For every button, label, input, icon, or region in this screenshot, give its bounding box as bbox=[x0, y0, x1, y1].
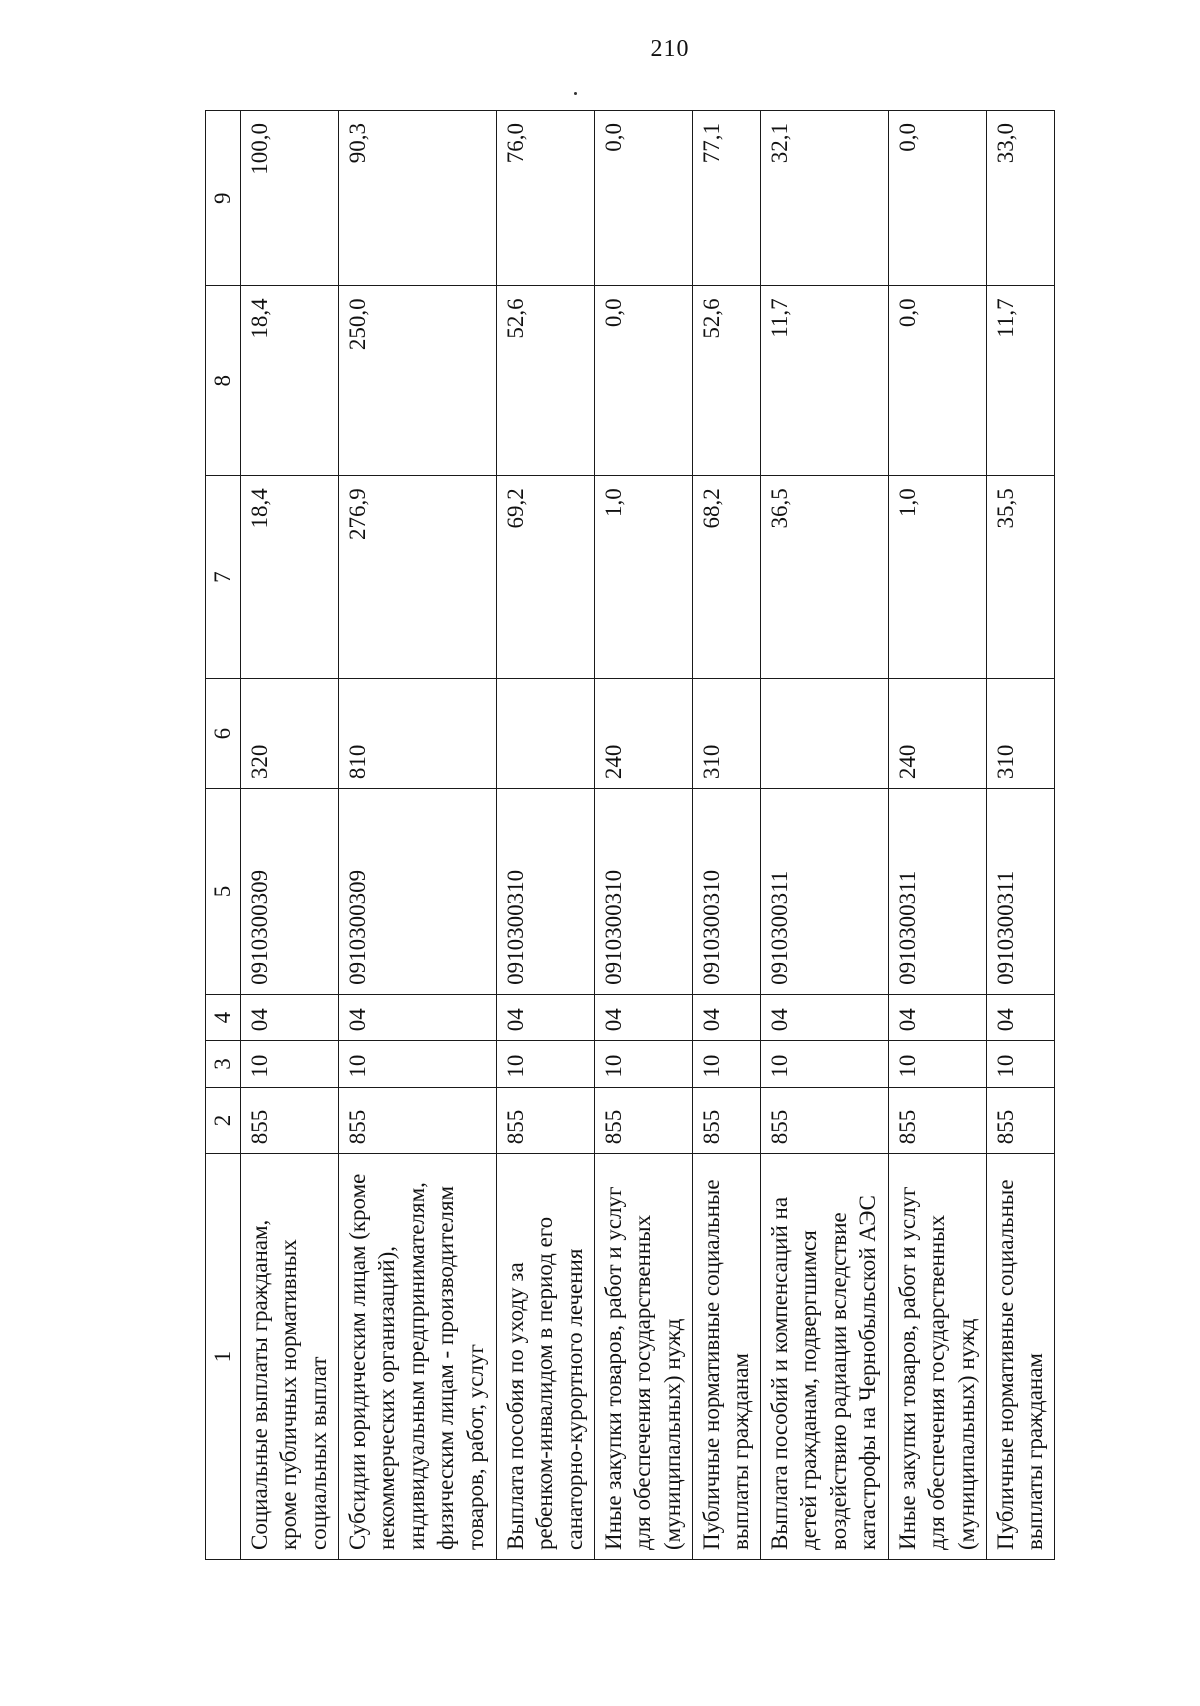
table-row bbox=[692, 111, 760, 1560]
cell-col7: 18,4 bbox=[241, 476, 339, 679]
row-name-cell: Социальные выплаты гражданам, кроме публичных нормативных социальных выплат bbox=[241, 1154, 339, 1560]
column-number: 5 bbox=[206, 789, 241, 995]
cell-col7: 1,0 bbox=[888, 476, 986, 679]
column-number: 3 bbox=[206, 1041, 241, 1087]
cell-col4: 04 bbox=[594, 994, 692, 1040]
cell-col6: 320 bbox=[241, 679, 339, 789]
cell-col5: 0910300311 bbox=[888, 789, 986, 995]
cell-col5: 0910300310 bbox=[594, 789, 692, 995]
column-number-row bbox=[206, 111, 241, 1560]
cell-col4: 04 bbox=[692, 994, 760, 1040]
cell-col7: 68,2 bbox=[692, 476, 760, 679]
cell-col5: 0910300310 bbox=[496, 789, 594, 995]
cell-col3: 10 bbox=[888, 1041, 986, 1087]
cell-col6: 240 bbox=[888, 679, 986, 789]
table-row bbox=[888, 111, 986, 1560]
cell-col9: 33,0 bbox=[986, 111, 1054, 286]
cell-col6: 240 bbox=[594, 679, 692, 789]
cell-col6: 310 bbox=[692, 679, 760, 789]
cell-col5: 0910300310 bbox=[692, 789, 760, 995]
cell-col4: 04 bbox=[339, 994, 497, 1040]
cell-col4: 04 bbox=[241, 994, 339, 1040]
table-row bbox=[339, 111, 497, 1560]
row-name-cell: Иные закупки товаров, работ и услуг для обеспечения государственных (муниципальных) нужд bbox=[888, 1154, 986, 1560]
cell-col7: 276,9 bbox=[339, 476, 497, 679]
cell-col6 bbox=[496, 679, 594, 789]
cell-col5: 0910300309 bbox=[339, 789, 497, 995]
column-number: 8 bbox=[206, 286, 241, 476]
budget-table bbox=[205, 110, 1055, 1560]
cell-col2: 855 bbox=[986, 1087, 1054, 1154]
cell-col9: 100,0 bbox=[241, 111, 339, 286]
cell-col2: 855 bbox=[760, 1087, 888, 1154]
cell-col8: 52,6 bbox=[496, 286, 594, 476]
cell-col7: 69,2 bbox=[496, 476, 594, 679]
cell-col5: 0910300309 bbox=[241, 789, 339, 995]
table-row bbox=[986, 111, 1054, 1560]
cell-col2: 855 bbox=[339, 1087, 497, 1154]
column-number: 7 bbox=[206, 476, 241, 679]
column-number: 6 bbox=[206, 679, 241, 789]
scan-speck bbox=[574, 92, 577, 95]
cell-col8: 0,0 bbox=[594, 286, 692, 476]
cell-col5: 0910300311 bbox=[986, 789, 1054, 995]
cell-col9: 76,0 bbox=[496, 111, 594, 286]
cell-col3: 10 bbox=[986, 1041, 1054, 1087]
cell-col9: 90,3 bbox=[339, 111, 497, 286]
row-name-cell: Иные закупки товаров, работ и услуг для обеспечения государственных (муниципальных) нужд bbox=[594, 1154, 692, 1560]
page-number: 210 bbox=[650, 36, 690, 62]
cell-col8: 250,0 bbox=[339, 286, 497, 476]
cell-col7: 35,5 bbox=[986, 476, 1054, 679]
cell-col9: 77,1 bbox=[692, 111, 760, 286]
cell-col8: 11,7 bbox=[760, 286, 888, 476]
column-number: 1 bbox=[206, 1154, 241, 1560]
cell-col3: 10 bbox=[760, 1041, 888, 1087]
cell-col6 bbox=[760, 679, 888, 789]
row-name-cell: Выплата пособия по уходу за ребенком-инвалидом в период его санаторно-курортного лечения bbox=[496, 1154, 594, 1560]
cell-col6: 310 bbox=[986, 679, 1054, 789]
cell-col3: 10 bbox=[692, 1041, 760, 1087]
cell-col3: 10 bbox=[496, 1041, 594, 1087]
row-name-cell: Публичные нормативные социальные выплаты гражданам bbox=[986, 1154, 1054, 1560]
cell-col4: 04 bbox=[496, 994, 594, 1040]
cell-col8: 18,4 bbox=[241, 286, 339, 476]
cell-col8: 11,7 bbox=[986, 286, 1054, 476]
row-name-cell: Выплата пособий и компенсаций на детей гражданам, подвергшимся воздействию радиации вследствие катастрофы на Чернобыльской АЭС bbox=[760, 1154, 888, 1560]
cell-col3: 10 bbox=[594, 1041, 692, 1087]
table-body bbox=[206, 111, 1055, 1560]
cell-col4: 04 bbox=[986, 994, 1054, 1040]
cell-col9: 32,1 bbox=[760, 111, 888, 286]
cell-col8: 52,6 bbox=[692, 286, 760, 476]
table-row bbox=[760, 111, 888, 1560]
cell-col7: 1,0 bbox=[594, 476, 692, 679]
cell-col4: 04 bbox=[760, 994, 888, 1040]
column-number: 9 bbox=[206, 111, 241, 286]
cell-col4: 04 bbox=[888, 994, 986, 1040]
column-number: 4 bbox=[206, 994, 241, 1040]
row-name-cell: Субсидии юридическим лицам (кроме некоммерческих организаций), индивидуальным предпринимателям, физическим лицам - производителям товаров, работ, услуг bbox=[339, 1154, 497, 1560]
cell-col9: 0,0 bbox=[594, 111, 692, 286]
cell-col9: 0,0 bbox=[888, 111, 986, 286]
cell-col2: 855 bbox=[888, 1087, 986, 1154]
cell-col3: 10 bbox=[339, 1041, 497, 1087]
rotated-table-container bbox=[205, 110, 1055, 1560]
cell-col8: 0,0 bbox=[888, 286, 986, 476]
cell-col2: 855 bbox=[496, 1087, 594, 1154]
cell-col7: 36,5 bbox=[760, 476, 888, 679]
cell-col3: 10 bbox=[241, 1041, 339, 1087]
row-name-cell: Публичные нормативные социальные выплаты гражданам bbox=[692, 1154, 760, 1560]
table-row bbox=[241, 111, 339, 1560]
table-row bbox=[594, 111, 692, 1560]
cell-col2: 855 bbox=[594, 1087, 692, 1154]
cell-col2: 855 bbox=[692, 1087, 760, 1154]
table-row bbox=[496, 111, 594, 1560]
cell-col6: 810 bbox=[339, 679, 497, 789]
column-number: 2 bbox=[206, 1087, 241, 1154]
cell-col5: 0910300311 bbox=[760, 789, 888, 995]
cell-col2: 855 bbox=[241, 1087, 339, 1154]
